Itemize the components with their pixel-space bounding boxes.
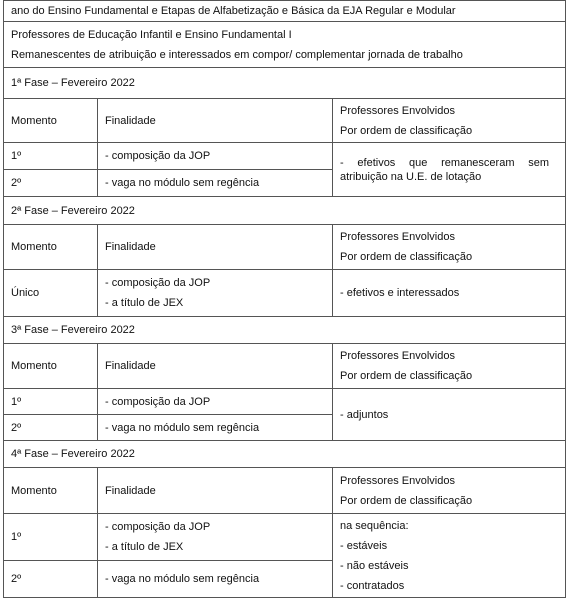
col-professores-line2: Por ordem de classificação (340, 494, 473, 507)
col-professores (333, 468, 566, 514)
professores-line: - contratados (340, 579, 405, 592)
col-professores-line1: Professores Envolvidos (340, 104, 455, 117)
table-row (4, 389, 566, 415)
header-line2: Professores de Educação Infantil e Ensino Fundamental I (11, 28, 292, 41)
finalidade-line: - a título de JEX (105, 541, 184, 553)
col-momento: Momento (4, 99, 98, 143)
col-finalidade: Finalidade (98, 225, 333, 270)
col-professores (333, 225, 566, 270)
finalidade-cell: - vaga no módulo sem regência (98, 170, 333, 197)
finalidade-cell: - vaga no módulo sem regência (98, 415, 333, 441)
phase-title-row (4, 197, 566, 225)
phase-title: 3ª Fase – Fevereiro 2022 (4, 317, 566, 344)
col-professores-line1: Professores Envolvidos (340, 474, 455, 487)
header-block (4, 22, 566, 68)
phase-title: 4ª Fase – Fevereiro 2022 (4, 441, 566, 468)
col-finalidade: Finalidade (98, 468, 333, 514)
header-row (4, 1, 566, 22)
col-finalidade: Finalidade (98, 99, 333, 143)
finalidade-cell (98, 514, 333, 561)
finalidade-line: - composição da JOP (105, 277, 211, 289)
professores-line: na sequência: (340, 519, 409, 532)
col-professores-line2: Por ordem de classificação (340, 370, 473, 382)
col-finalidade: Finalidade (98, 344, 333, 389)
col-professores (333, 344, 566, 389)
header-line3: Remanescentes de atribuição e interessados em compor/ complementar jornada de trabalho (11, 48, 463, 61)
column-header-row (4, 225, 566, 270)
momento-cell: 2º (4, 561, 98, 598)
col-professores-line2: Por ordem de classificação (340, 251, 473, 263)
column-header-row (4, 99, 566, 143)
phase-title: 1ª Fase – Fevereiro 2022 (4, 68, 566, 99)
col-momento: Momento (4, 468, 98, 514)
momento-cell: 1º (4, 143, 98, 170)
column-header-row (4, 468, 566, 514)
finalidade-cell: - vaga no módulo sem regência (98, 561, 333, 598)
finalidade-cell: - composição da JOP (98, 389, 333, 415)
momento-cell: Único (4, 270, 98, 317)
col-professores-line1: Professores Envolvidos (340, 350, 455, 362)
finalidade-line: - a título de JEX (105, 297, 184, 309)
phase-title: 2ª Fase – Fevereiro 2022 (4, 197, 566, 225)
schedule-table (3, 0, 566, 598)
momento-cell: 1º (4, 389, 98, 415)
finalidade-cell: - composição da JOP (98, 143, 333, 170)
professores-cell: - efetivos e interessados (333, 270, 566, 317)
momento-cell: 2º (4, 170, 98, 197)
col-momento: Momento (4, 344, 98, 389)
header-line1: ano do Ensino Fundamental e Etapas de Alfabetização e Básica da EJA Regular e Modular (4, 1, 566, 22)
column-header-row (4, 344, 566, 389)
professores-line: - não estáveis (340, 559, 409, 572)
col-momento: Momento (4, 225, 98, 270)
table-row (4, 270, 566, 317)
professores-cell (333, 514, 566, 598)
col-professores-line1: Professores Envolvidos (340, 231, 455, 243)
col-professores-line2: Por ordem de classificação (340, 124, 473, 137)
phase-title-row (4, 317, 566, 344)
finalidade-cell (98, 270, 333, 317)
col-professores (333, 99, 566, 143)
finalidade-line: - composição da JOP (105, 521, 211, 533)
professores-text: - efetivos que remanesceram sem atribuição na U.E. de lotação (340, 156, 550, 183)
phase-title-row (4, 441, 566, 468)
table-row (4, 514, 566, 561)
professores-line: - estáveis (340, 539, 388, 552)
phase-title-row (4, 68, 566, 99)
momento-cell: 1º (4, 514, 98, 561)
momento-cell: 2º (4, 415, 98, 441)
professores-cell (333, 143, 566, 197)
professores-cell: - adjuntos (333, 389, 566, 441)
header-row (4, 22, 566, 68)
table-row (4, 143, 566, 170)
